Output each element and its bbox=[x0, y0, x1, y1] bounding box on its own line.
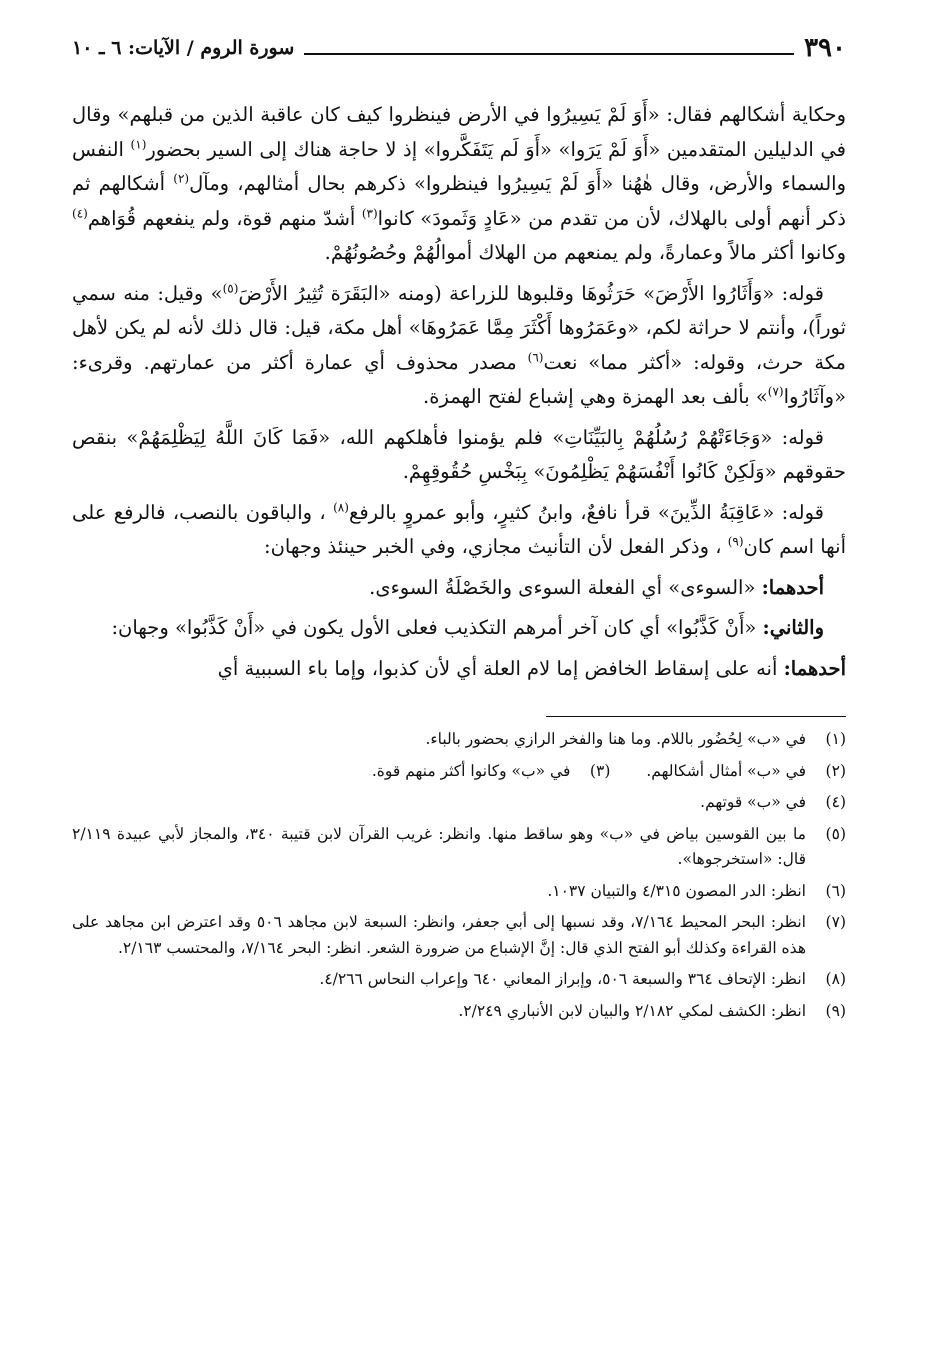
text-segment: قوله: «وَأَثَارُوا الأَرْضَ» حَرَثُوهَا وقلبوها للزراعة (ومنه «البَقَرَة تُثِيرُ الأَرْضَ bbox=[238, 281, 824, 305]
footnote-marker[interactable]: (٩) bbox=[727, 534, 744, 549]
footnote bbox=[372, 759, 611, 785]
text-segment: «السوءى» أي الفعلة السوءى والخَصْلَةُ السوءى. bbox=[369, 575, 756, 599]
footnote-marker[interactable]: (٨) bbox=[333, 500, 349, 514]
text-segment: ، والباقون بالنصب، فالرفع على أنها اسم كان bbox=[72, 500, 846, 558]
footnote bbox=[646, 759, 846, 785]
text-segment: أشكالهم ثم ذكر أنهم أولى بالهلاك، لأن من تقدم من «عَادٍ وَثَمودَ» كانوا bbox=[72, 172, 846, 230]
text-segment: قوله: «وَجَاءَتْهُمْ رُسُلُهُمْ بِالبَيِّنَاتِ» فلم يؤمنوا فأهلكهم الله، «فَمَا كَانَ اللَّهُ لِيَظْلِمَهُمْ» بنقص حقوقهم «وَلَكِنْ كَانُوا أَنْفُسَهُمْ يَظْلِمُونَ» بِبَخْسِ حُقُوقِهِمْ. bbox=[72, 425, 846, 483]
footnote-text: انظر: الإتحاف ٣٦٤ والسبعة ٥٠٦، وإبراز المعاني ٦٤٠ وإعراب النحاس ٤/٢٦٦. bbox=[319, 970, 806, 988]
text-segment: وقيل: منه سمي ثوراً)، وأنتم لا حراثة لكم، «وعَمَرُوها أَكْثَرَ مِمَّا عَمَرُوهَا» أهل مكة، قيل: قال ذلك لأنه لم يكن لأهل مكة حرث، وقوله: «أكثر مما» نعت bbox=[72, 281, 846, 374]
text-segment: ، وذكر الفعل لأن التأنيث مجازي، وفي الخبر حينئذ وجهان: bbox=[264, 535, 722, 558]
footnote bbox=[72, 967, 846, 993]
footnote-separator bbox=[546, 716, 846, 717]
text-segment: أنه على إسقاط الخافض إما لام العلة أي لأن كذبوا، وإما باء السببية أي bbox=[217, 656, 778, 680]
main-text bbox=[72, 98, 846, 686]
footnote-text: في «ب» قوتهم. bbox=[700, 793, 806, 811]
paragraph-4 bbox=[72, 496, 846, 565]
footnote bbox=[72, 822, 846, 873]
footnote-text: انظر: الدر المصون ٤/٣١٥ والتبيان ١٠٣٧. bbox=[547, 881, 806, 900]
footnote bbox=[72, 727, 846, 753]
footnote-text: في «ب» لِحُضُور باللام. وما هنا والفخر الرازي بحضور بالباء. bbox=[425, 730, 806, 748]
footnote-marker[interactable]: (٦) bbox=[527, 350, 544, 364]
text-segment: «أَنْ كَذَّبُوا» أي كان آخر أمرهم التكذيب فعلى الأول يكون في «أَنْ كَذَّبُوا» وجهان: bbox=[111, 616, 757, 639]
footnote-marker[interactable]: (٤) bbox=[72, 206, 88, 220]
footnote-number: (٣) bbox=[589, 761, 611, 780]
footnote bbox=[72, 910, 846, 961]
point-label: أحدهما: bbox=[783, 656, 846, 680]
footnote-text: انظر: البحر المحيط ٧/١٦٤، وقد نسبها إلى أبي جعفر، وانظر: السبعة لابن مجاهد ٥٠٦ وقد اعترض ابن مجاهد على هذه القراءة وكذلك أبو الفتح الذي قال: إنَّ الإشباع من ضرورة الشعر. انظر: البحر ٧/١٦٤، والمحتسب ٢/١٦٣. bbox=[72, 913, 806, 957]
paragraph-7 bbox=[72, 652, 846, 687]
text-segment: قوله: «عَاقِبَةُ الذِّينَ» قرأ نافعٌ، وابنُ كثيرٍ، وأبو عمروٍ بالرفع bbox=[348, 500, 824, 524]
page-header bbox=[72, 28, 846, 68]
footnote-marker[interactable]: (١) bbox=[130, 137, 147, 151]
footnote-marker[interactable]: (٣) bbox=[361, 206, 378, 220]
footnote-number: (٧) bbox=[825, 913, 846, 931]
footnote-marker[interactable]: (٢) bbox=[173, 171, 190, 186]
footnote-number: (٩) bbox=[825, 1001, 846, 1020]
footnote-number: (٨) bbox=[825, 970, 846, 988]
text-segment: النفس والسماء والأرض، وقال هٰهُنا «أَوَ لَمْ يَسِيرُوا فينظروا» ذكرهم بحال أمثالهم، ومآل bbox=[72, 137, 846, 195]
text-segment: بألف بعد الهمزة وهي إشباع لفتح الهمزة. bbox=[423, 385, 750, 408]
text-segment: وكانوا أكثر مالاً وعمارةً، ولم يمنعهم من الهلاك أموالُهُمْ وحُصُونُهُمْ. bbox=[324, 241, 846, 264]
point-label: والثاني: bbox=[762, 616, 824, 639]
footnote-pair bbox=[72, 759, 846, 785]
paragraph-3 bbox=[72, 421, 846, 490]
paragraph-5 bbox=[72, 571, 846, 606]
footnote-number: (١) bbox=[825, 730, 846, 748]
text-segment: أشدّ منهم قوة، ولم ينفعهم قُوَاهم bbox=[87, 206, 356, 230]
paragraph-6 bbox=[72, 611, 846, 646]
footnote-text: انظر: الكشف لمكي ٢/١٨٢ والبيان لابن الأنباري ٢/٢٤٩. bbox=[458, 1001, 806, 1020]
footnote-text: ما بين القوسين بياض في «ب» وهو ساقط منها. وانظر: غريب القرآن لابن قتيبة ٣٤٠، والمجاز لأبي عبيدة ٢/١١٩ قال: «استخرجوها». bbox=[72, 824, 806, 868]
footnote-number: (٦) bbox=[825, 881, 846, 900]
running-title: سورة الروم / الآيات: ٦ ـ ١٠ bbox=[72, 37, 295, 59]
footnote-marker[interactable]: (٧) bbox=[767, 384, 784, 399]
paragraph-2: قوله: «وَأَثَارُوا الأَرْضَ» حَرَثُوهَا وقلبوها للزراعة (ومنه «البَقَرَة تُثِيرُ الأَرْضَ$^{(٥)}$» وقيل: منه سمي ثوراً)، وأنتم لا حراثة لكم، «وعَمَرُوها أَكْثَرَ مِمَّا عَمَرُوهَا» أهل مكة، قيل: قال ذلك لأنه لم يكن لأهل مكة حرث، وقوله: «أكثر مما» نعت$^{(٦)}$ مصدر محذوف أي عمارة أكثر من عمارتهم. وقرىء: «وآثَارُوا$^{(٧)}$» بألف بعد الهمزة وهي إشباع لفتح الهمزة. bbox=[72, 281, 846, 408]
footnote-number: (٢) bbox=[825, 761, 846, 780]
footnotes bbox=[72, 727, 846, 1024]
footnote bbox=[72, 790, 846, 816]
footnote-number: (٥) bbox=[825, 824, 846, 843]
footnote-text: في «ب» أمثال أشكالهم. bbox=[646, 761, 806, 780]
footnote bbox=[72, 999, 846, 1025]
text-segment: وحكاية أشكالهم فقال: «أَوَ لَمْ يَسِيرُوا في الأرض فينظروا كيف كان عاقبة الذين من قبلهم» وقال في الدليلين المتقدمين «أَوَ لَمْ يَرَوا» «أَوَ لَم يَتَفَكَّروا» إذ لا حاجة هناك إلى السير بحضور bbox=[72, 103, 846, 161]
footnote-marker[interactable]: (٥) bbox=[222, 281, 239, 295]
header-rule bbox=[304, 53, 794, 55]
footnote-number: (٤) bbox=[825, 793, 846, 811]
page-number: ٣٩٠ bbox=[804, 33, 846, 63]
book-page bbox=[72, 28, 846, 1348]
text-segment: مصدر محذوف أي عمارة أكثر من عمارتهم. وقرىء: «وآثَارُوا bbox=[72, 350, 846, 408]
footnote-text: في «ب» وكانوا أكثر منهم قوة. bbox=[371, 761, 571, 780]
footnote bbox=[72, 879, 846, 905]
paragraph-1 bbox=[72, 98, 846, 271]
point-label: أحدهما: bbox=[761, 575, 824, 599]
